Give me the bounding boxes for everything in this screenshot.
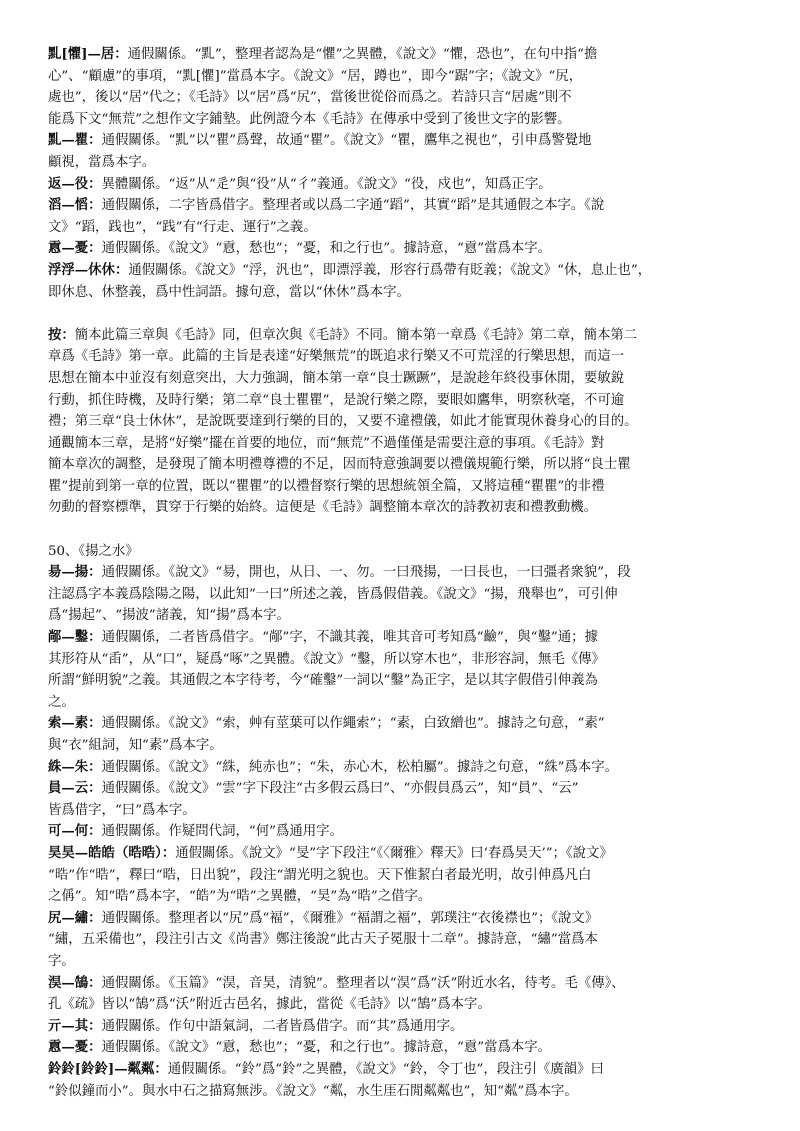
glossary-entry-line-first: [48, 260, 760, 282]
glossary-entry-line-first: [48, 821, 760, 843]
entry-text: 通假關係，二者皆爲借字。“䣊”字，不識其義，唯其音可考知爲“䶨”，與“鑿”通；據: [101, 630, 598, 646]
entry-term: 滔—慆：: [48, 197, 102, 214]
entry-text: 章爲《毛詩》第一章。此篇的主旨是表達“好樂無荒”的既追求行樂又不可荒淫的行樂思想，而這一: [48, 349, 625, 365]
entry-text: 顧視，當爲本字。: [48, 154, 156, 170]
entry-text: 注認爲字本義爲陰陽之陽，以此知“一曰”所述之義，皆爲假借義。《說文》“揚，飛舉也”，可引伸: [48, 586, 618, 602]
entry-text: “晧”作“晧”，釋曰“晧，日出貌”，段注“謂光明之貌也。天下惟絜白者最光明，故引伸爲凡白: [48, 867, 592, 883]
entry-text: 心”、“顧慮”的事項，“䵝[懼]”當爲本字。《說文》“居，蹲也”，即今“踞”字；《說文》“尻，: [48, 68, 583, 84]
entry-text: 通假關係。《說文》“慐，愁也”；“憂，和之行也”。據詩意，“慐”當爲本字。: [101, 241, 552, 257]
entry-term: 返—役：: [48, 175, 102, 192]
glossary-entry-line-first: [48, 908, 760, 930]
entry-term: 昜—揚：: [48, 564, 102, 581]
glossary-entry-line-first: [48, 713, 760, 735]
glossary-entry-line-first: [48, 562, 760, 584]
entry-text: 通假關係。《說文》“昜，開也，从日、一、勿。一曰飛揚，一曰長也，一曰彊者衆貌”，段: [101, 565, 631, 581]
entry-text: 文》“蹈，践也”，“践”有“行走、運行”之義。: [48, 219, 317, 235]
entry-text: 思想在簡本中並沒有刻意突出，大力強調，簡本第一章“良士蹶蹶”，是說趁年終役事休閒，要敏銳: [48, 370, 625, 386]
entries-group-2: [48, 562, 760, 1102]
entry-term: 昊昊—皓皓（晧晧）：: [48, 844, 176, 861]
entry-text: “繡，五采備也”，段注引古文《尚書》鄭注後說“此古天子冕服十二章”。據詩意，“繡”當爲本: [48, 932, 598, 948]
glossary-entry-line-first: [48, 757, 760, 779]
glossary-entry-line-first: [48, 973, 760, 995]
entry-term: 慐—憂：: [48, 240, 102, 257]
glossary-entry-line-first: [48, 1016, 760, 1038]
entry-term: 員—云：: [48, 780, 102, 797]
entry-term: 尻—繡：: [48, 909, 102, 926]
entry-term: 淏—鵠：: [48, 974, 102, 991]
entry-term: 䵝—瞿：: [48, 132, 102, 149]
glossary-entry-line: [48, 87, 760, 109]
entry-text: 瞿”提前到第一章的位置，既以“瞿瞿”的以禮督察行樂的思想統領全篇，又將這種“瞿瞿”的非禮: [48, 478, 605, 494]
entry-text: 通假關係。《說文》“雲”字下段注“古多假云爲曰”、“亦假員爲云”，知“員”、“云”: [101, 781, 579, 797]
glossary-entry-line: [48, 411, 760, 433]
glossary-entry-line-first: [48, 627, 760, 649]
spacer: [48, 303, 760, 325]
entry-text: 爲“揚起”、“揚波”諸義，知“揚”爲本字。: [48, 608, 290, 624]
entry-text: 通假關係。作疑問代詞，“何”爲通用字。: [101, 824, 343, 840]
glossary-entry-line: [48, 605, 760, 627]
glossary-entry-line: [48, 994, 760, 1016]
entry-term: 可—何：: [48, 823, 102, 840]
glossary-entry-line: [48, 66, 760, 88]
entry-text: 通假關係。《說文》“旻”字下段注“《〈爾雅〉釋天》曰‘春爲昊天’”；《說文》: [175, 845, 613, 861]
glossary-entry-line: [48, 735, 760, 757]
entry-term: 䣊—鑿：: [48, 629, 102, 646]
glossary-entry-line-first: [48, 44, 760, 66]
entry-text: 通假關係。整理者以“尻”爲“褔”，《爾雅》“褔謂之褔”，郭璞注“衣後襟也”；《說文》: [101, 910, 599, 926]
glossary-entry-line-first: [48, 843, 760, 865]
entry-term: 索—素：: [48, 715, 102, 732]
glossary-entry-line: [48, 951, 760, 973]
glossary-entry-line-first: [48, 1059, 760, 1081]
glossary-entry-line-first: [48, 325, 760, 347]
entry-text: 通假關係。“䵝”以“瞿”爲聲，故通“瞿”。《說文》“瞿，鷹隼之視也”，引申爲警覺地: [101, 133, 592, 149]
section-heading: 50、《揚之水》: [48, 543, 139, 559]
glossary-entry-line: [48, 152, 760, 174]
entry-text: 之偁”。知“晧”爲本字，“皓”为“晧”之異體，“昊”為“晧”之借字。: [48, 889, 432, 905]
glossary-entry-line: [48, 217, 760, 239]
entry-text: 通假關係。“䵝”，整理者認為是“懼”之異體，《說文》“懼，恐也”，在句中指“擔: [127, 47, 598, 62]
glossary-entry-line: [48, 886, 760, 908]
entry-text: 勿動的督察標準，貫穿于行樂的始終。這便是《毛詩》調整簡本章次的詩教初衷和禮教動機。: [48, 500, 598, 516]
glossary-entry-line: [48, 584, 760, 606]
glossary-entry-line: [48, 670, 760, 692]
glossary-entry-line: [48, 1081, 760, 1103]
entry-text: 皆爲借字，“曰”爲本字。: [48, 802, 196, 818]
entry-text: 異體關係。“返”从“辵”與“役”从“彳”義通。《說文》“役，戍也”，知爲正字。: [101, 176, 552, 192]
glossary-entry-line-first: [48, 238, 760, 260]
commentary-note: [48, 325, 760, 519]
entry-term: 慐—憂：: [48, 1039, 102, 1056]
entry-text: 處也”，後以“居”代之；《毛詩》以“居”爲“尻”，當後世從俗而爲之。若詩只言“居處”則不: [48, 90, 572, 106]
entry-text: 通假關係。《說文》“索，艸有莖葉可以作繩索”；“素，白致繒也”。據詩之句意，“素”: [101, 716, 605, 732]
entry-text: 通假關係。《說文》“絑，純赤也”；“朱，赤心木，松柏屬”。據詩之句意，“絑”爲本字。: [101, 759, 618, 775]
entry-text: 禮；第三章“良士休休”，是說既要達到行樂的目的，又要不違禮儀，如此才能實現休養身心的目的。: [48, 414, 638, 430]
glossary-entry-line: [48, 929, 760, 951]
entry-text: 簡本此篇三章與《毛詩》同，但章次與《毛詩》不同。簡本第一章爲《毛詩》第二章，簡本第二: [74, 327, 638, 343]
entry-text: 通假關係。《玉篇》“淏，音昊，清貌”。整理者以“淏”爲“沃”附近水名，待考。毛《傳》、: [101, 975, 625, 991]
document-page: [48, 44, 760, 1102]
glossary-entry-line: [48, 433, 760, 455]
glossary-entry-line-first: [48, 1037, 760, 1059]
entries-group-1: [48, 44, 760, 303]
entry-text: 通假關係。“鈴”爲“鈴”之異體，《說文》“鈴，令丁也”，段注引《廣韻》曰: [167, 1061, 604, 1077]
entry-text: 通假關係，二字皆爲借字。整理者或以爲二字通“蹈”，其實“蹈”是其通假之本字。《說: [101, 198, 605, 214]
glossary-entry-line-first: [48, 778, 760, 800]
entry-text: 字。: [48, 953, 75, 969]
glossary-entry-line: [48, 865, 760, 887]
glossary-entry-line-first: [48, 195, 760, 217]
entry-text: 通觀簡本三章，是將“好樂”擺在首要的地位，而“無荒”不過僅僅是需要注意的事項。《毛詩》對: [48, 435, 605, 451]
entry-term: 浮浮—休休：: [48, 261, 129, 278]
glossary-entry-line: [48, 390, 760, 412]
glossary-entry-line: [48, 454, 760, 476]
entry-term: 亓—其：: [48, 1017, 102, 1034]
entry-text: 孔《疏》皆以“鵠”爲“沃”附近古邑名，據此，當從《毛詩》以“鵠”爲本字。: [48, 997, 491, 1013]
entry-text: “鈴似鐘而小”。與水中石之描寫無涉。《說文》“粼，水生厓石閒粼粼也”，知“粼”爲本字。: [48, 1083, 578, 1099]
entry-text: 通假關係。作句中語氣詞，二者皆爲借字。而“其”爲通用字。: [101, 1018, 464, 1034]
glossary-entry-line: [48, 346, 760, 368]
spacer: [48, 519, 760, 541]
entry-term: 絑—朱：: [48, 758, 102, 775]
glossary-entry-line: [48, 368, 760, 390]
entry-text: 能爲下文“無荒”之想作文字鋪墊。此例證今本《毛詩》在傳承中受到了後世文字的影響。: [48, 111, 571, 127]
entry-text: 所謂“鮮明貌”之義。其通假之本字待考，今“確鑿”一詞以“鑿”為正字，是以其字假借引伸義為: [48, 673, 598, 689]
glossary-entry-line: [48, 282, 760, 304]
glossary-entry-line-first: [48, 174, 760, 196]
glossary-entry-line: [48, 476, 760, 498]
entry-text: 之。: [48, 694, 75, 710]
entry-text: 通假關係。《說文》“慐，愁也”；“憂，和之行也”。據詩意，“慐”當爲本字。: [101, 1040, 552, 1056]
glossary-entry-line: [48, 497, 760, 519]
entry-text: 簡本章次的調整，是發現了簡本明禮尊禮的不足，因而特意強調要以禮儀規範行樂，所以將“良士瞿: [48, 457, 631, 473]
glossary-entry-line-first: [48, 130, 760, 152]
entry-text: 行動，抓住時機，及時行樂；第二章“良士瞿瞿”，是說行樂之際，要眼如鷹隼，明察秋毫，不可逾: [48, 392, 625, 408]
entry-text: 通假關係。《說文》“浮，汎也”，即漂浮義，形容行爲帶有貶義；《說文》“休，息止也”，: [128, 262, 652, 278]
entry-text: 與“衣”組詞，知“素”爲本字。: [48, 738, 223, 753]
entry-text: 即休息、休整義，爲中性詞語。據句意，當以“休休”爲本字。: [48, 284, 410, 300]
entry-term: 鈴鈴[鈴鈴]—粼粼：: [48, 1060, 168, 1077]
glossary-entry-line: [48, 109, 760, 131]
glossary-entry-line: [48, 649, 760, 671]
entry-text: 其形符从“臿”，从“口”，疑爲“啄”之異體。《說文》“鑿，所以穿木也”，非形容詞，無毛《傳》: [48, 651, 605, 667]
entry-term: 按：: [48, 326, 75, 343]
entry-term: 䵝[懼]—居：: [48, 46, 128, 62]
glossary-entry-line: [48, 800, 760, 822]
glossary-entry-line: [48, 692, 760, 714]
